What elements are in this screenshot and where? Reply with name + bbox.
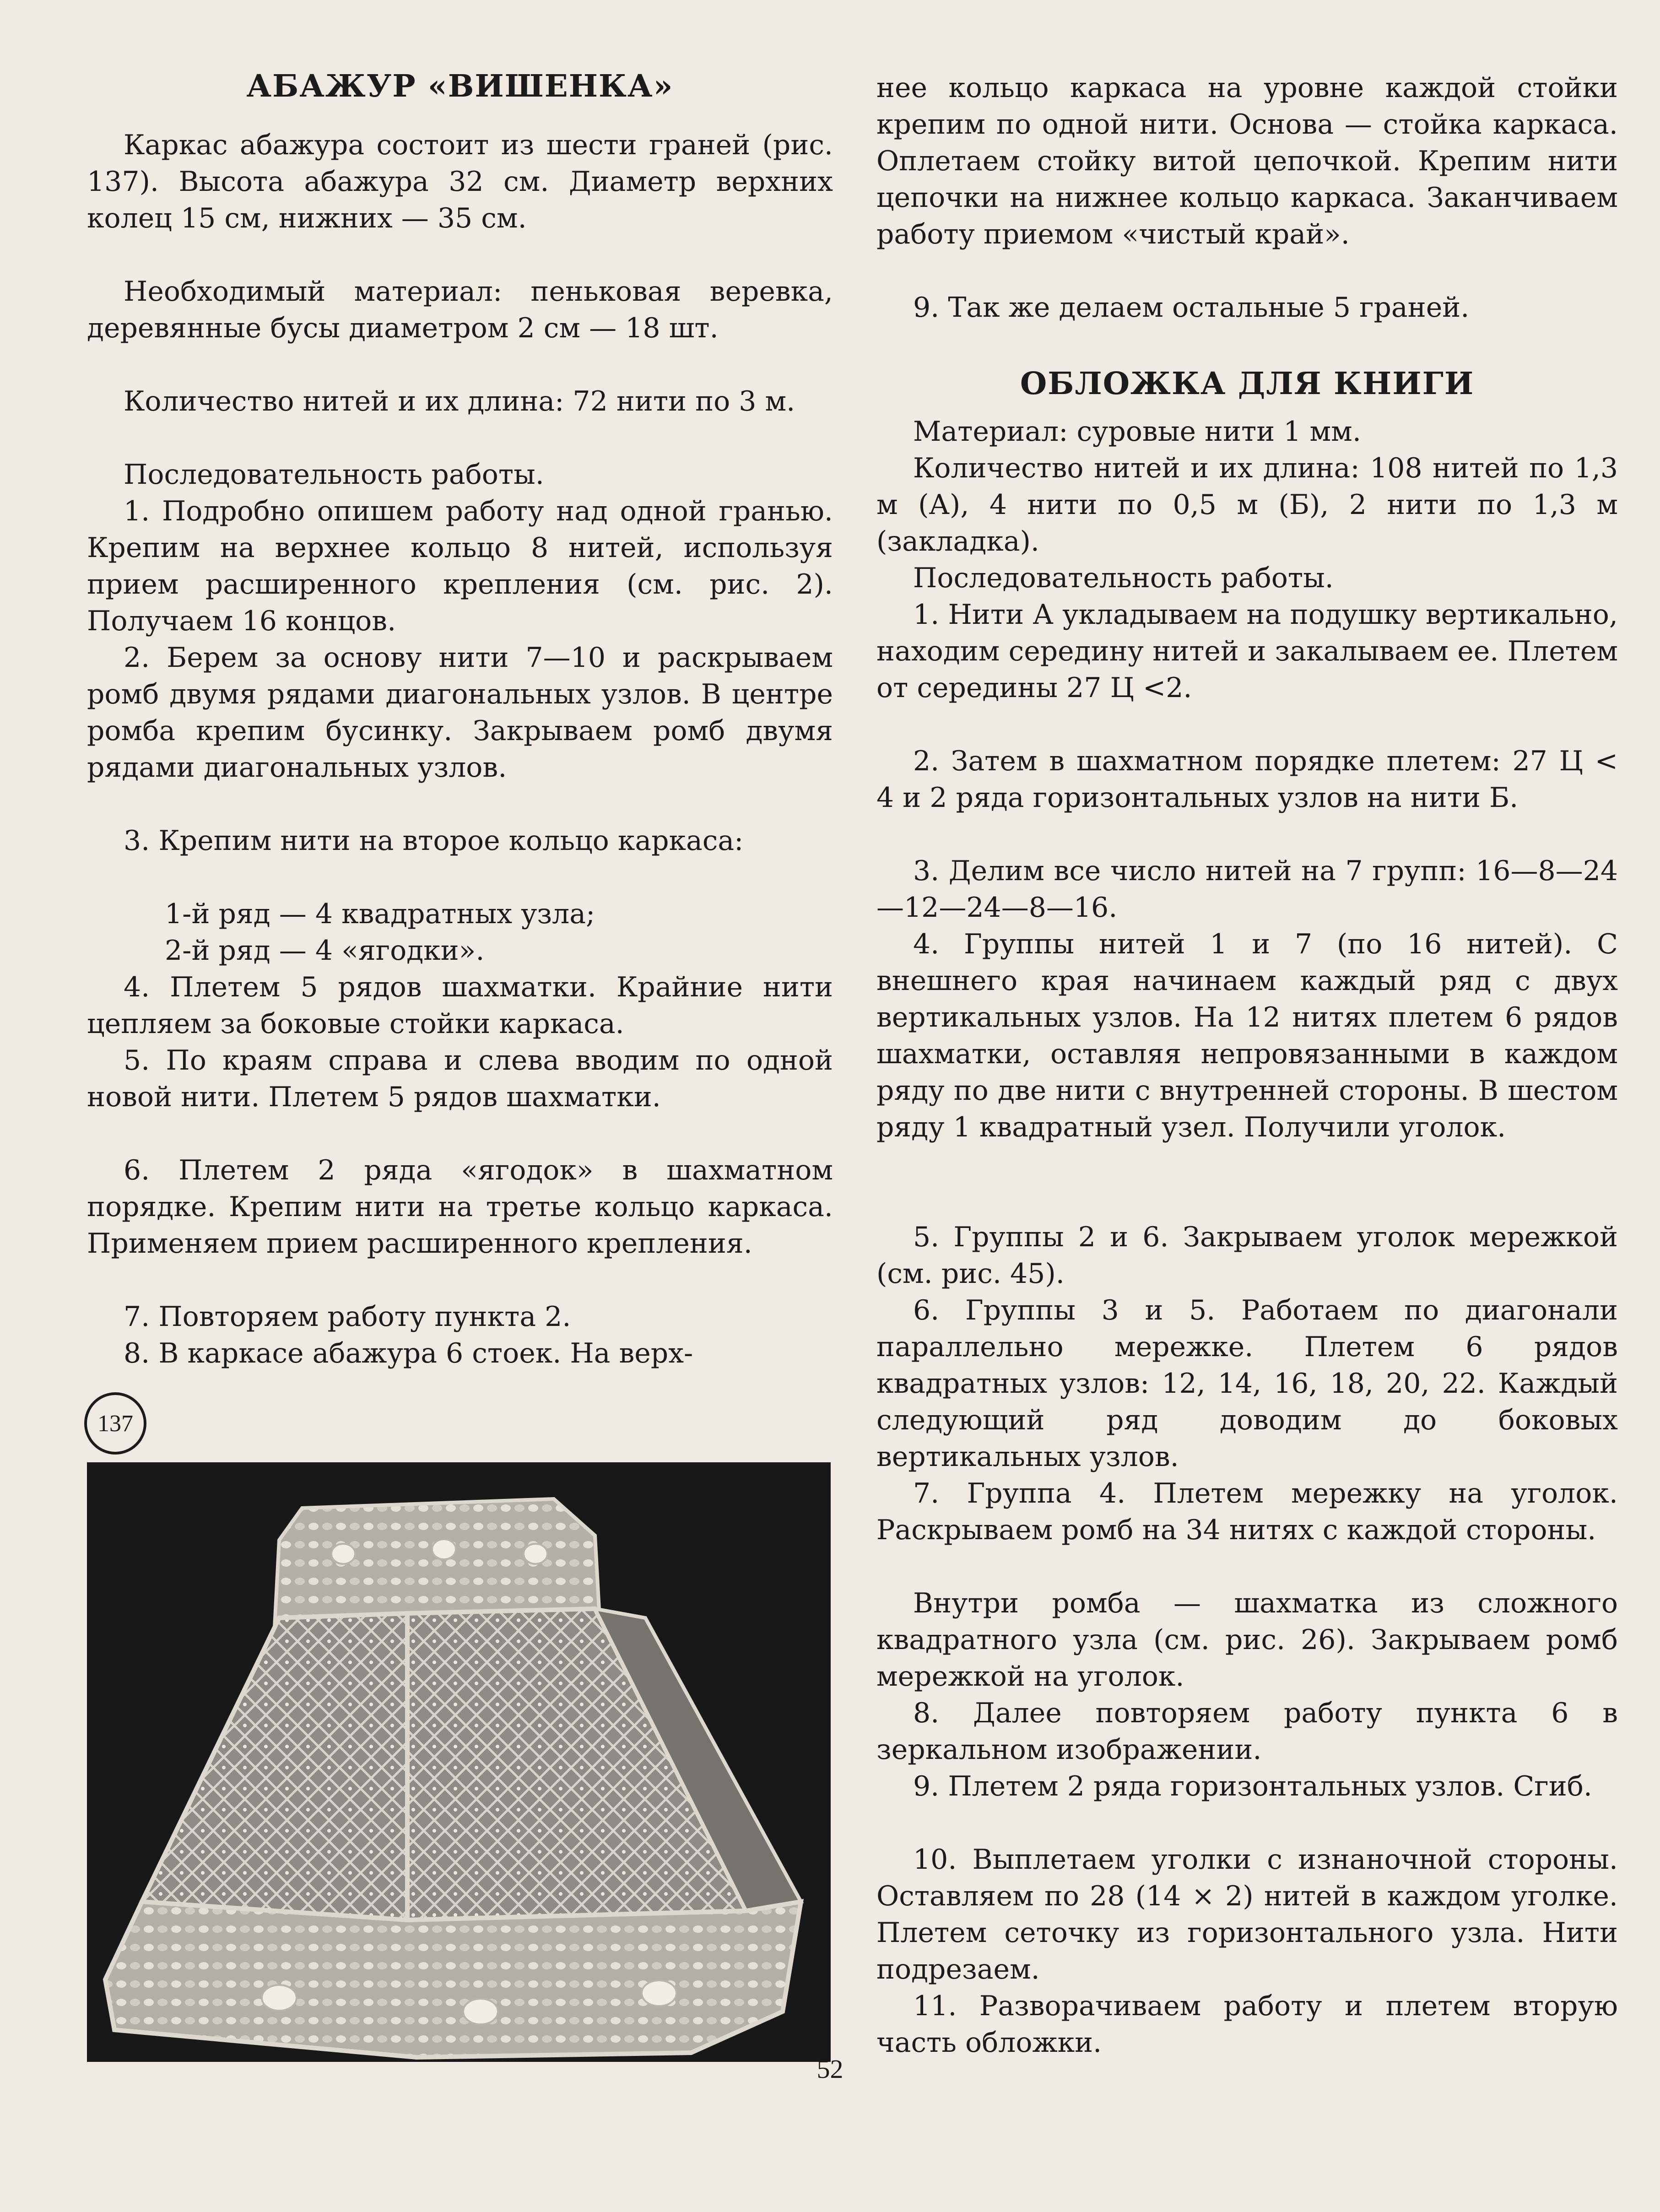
section-title-book-cover: ОБЛОЖКА ДЛЯ КНИГИ [1020, 365, 1475, 401]
step-2: 2. Берем за основу нити 7—10 и раскрываем ромб двумя рядами диагональных узлов. В центре ромба крепим бусинку. Закрываем ромб двумя рядами диагональных узлов. [87, 642, 833, 784]
paragraph: Последовательность работы. [124, 459, 544, 491]
step-5: 5. По краям справа и слева вводим по одной новой нити. Плетем 5 рядов шахматки. [87, 1044, 833, 1113]
step-4: 4. Группы нитей 1 и 7 (по 16 нитей). С внешнего края начинаем каждый ряд с двух вертикальных узлов. На 12 нитях плетем 6 рядов шахматки, оставляя непровязанными в каждом ряду по две нити с внутренней стороны. В шестом ряду 1 квадратный узел. Получили уголок. [876, 928, 1618, 1143]
step-1: 1. Подробно опишем работу над одной гранью. Крепим на верхнее кольцо 8 нитей, используя прием расширенного крепления (см. рис. 2). Получаем 16 концов. [87, 495, 833, 637]
step-8: 8. Далее повторяем работу пункта 6 в зеркальном изображении. [876, 1697, 1618, 1766]
step-3: 3. Крепим нити на второе кольцо каркаса: [124, 825, 744, 857]
paragraph: Внутри ромба — шахматка из сложного квадратного узла (см. рис. 26). Закрываем ромб мережкой на уголок. [876, 1587, 1618, 1693]
paragraph: Последовательность работы. [913, 562, 1334, 594]
section-title-lampshade: АБАЖУР «ВИШЕНКА» [246, 68, 674, 104]
lampshade-illustration [87, 1462, 831, 2062]
step-5: 5. Группы 2 и 6. Закрываем уголок мережкой (см. рис. 45). [876, 1221, 1618, 1290]
paragraph: Количество нитей и их длина: 108 нитей по 1,3 м (А), 4 нити по 0,5 м (Б), 2 нити по 1,3 м (закладка). [876, 452, 1618, 557]
step-7: 7. Группа 4. Плетем мережку на уголок. Раскрываем ромб на 34 нитях с каждой стороны. [876, 1477, 1618, 1546]
paragraph: Материал: суровые нити 1 мм. [913, 416, 1361, 448]
paragraph: Необходимый материал: пеньковая веревка, деревянные бусы диаметром 2 см — 18 шт. [87, 276, 833, 344]
sub-item: 1-й ряд — 4 квадратных узла; [165, 898, 595, 930]
step-9-cover: 9. Плетем 2 ряда горизонтальных узлов. Сгиб. [913, 1770, 1592, 1802]
lampshade-photo [87, 1462, 831, 2062]
continued-paragraph: нее кольцо каркаса на уровне каждой стойки крепим по одной нити. Основа — стойка каркаса. Оплетаем стойку витой цепочкой. Крепим нити цепочки на нижнее кольцо каркаса. Заканчиваем работу приемом «чистый край». [876, 72, 1618, 250]
page-number: 52 [816, 2054, 844, 2084]
paragraph: Количество нитей и их длина: 72 нити по 3 м. [124, 385, 795, 417]
step-10: 10. Выплетаем уголки с изнаночной стороны. Оставляем по 28 (14 × 2) нитей в каждом уголке. Плетем сеточку из горизонтального узла. Нити подрезаем. [876, 1844, 1618, 1985]
step-6: 6. Плетем 2 ряда «ягодок» в шахматном порядке. Крепим нити на третье кольцо каркаса. Применяем прием расширенного крепления. [87, 1154, 833, 1260]
step-3: 3. Делим все число нитей на 7 групп: 16—8—24—12—24—8—16. [876, 855, 1618, 924]
figure-number-badge: 137 [84, 1392, 146, 1455]
step-9: 9. Так же делаем остальные 5 граней. [913, 292, 1470, 324]
step-1: 1. Нити А укладываем на подушку вертикально, находим середину нитей и закалываем ее. Плетем от середины 27 Ц <2. [876, 599, 1618, 704]
sub-item: 2-й ряд — 4 «ягодки». [165, 935, 485, 967]
step-6: 6. Группы 3 и 5. Работаем по диагонали параллельно мережке. Плетем 6 рядов квадратных узлов: 12, 14, 16, 18, 20, 22. Каждый следующий ряд доводим до боковых вертикальных узлов. [876, 1294, 1618, 1473]
step-11: 11. Разворачиваем работу и плетем вторую часть обложки. [876, 1990, 1618, 2059]
step-4: 4. Плетем 5 рядов шахматки. Крайние нити цепляем за боковые стойки каркаса. [87, 971, 833, 1040]
paragraph: Каркас абажура состоит из шести граней (рис. 137). Высота абажура 32 см. Диаметр верхних колец 15 см, нижних — 35 см. [87, 129, 833, 234]
step-7: 7. Повторяем работу пункта 2. [124, 1301, 571, 1333]
step-8: 8. В каркасе абажура 6 стоек. На верх- [124, 1337, 693, 1369]
step-2: 2. Затем в шахматном порядке плетем: 27 Ц < 4 и 2 ряда горизонтальных узлов на нити Б. [876, 745, 1618, 814]
